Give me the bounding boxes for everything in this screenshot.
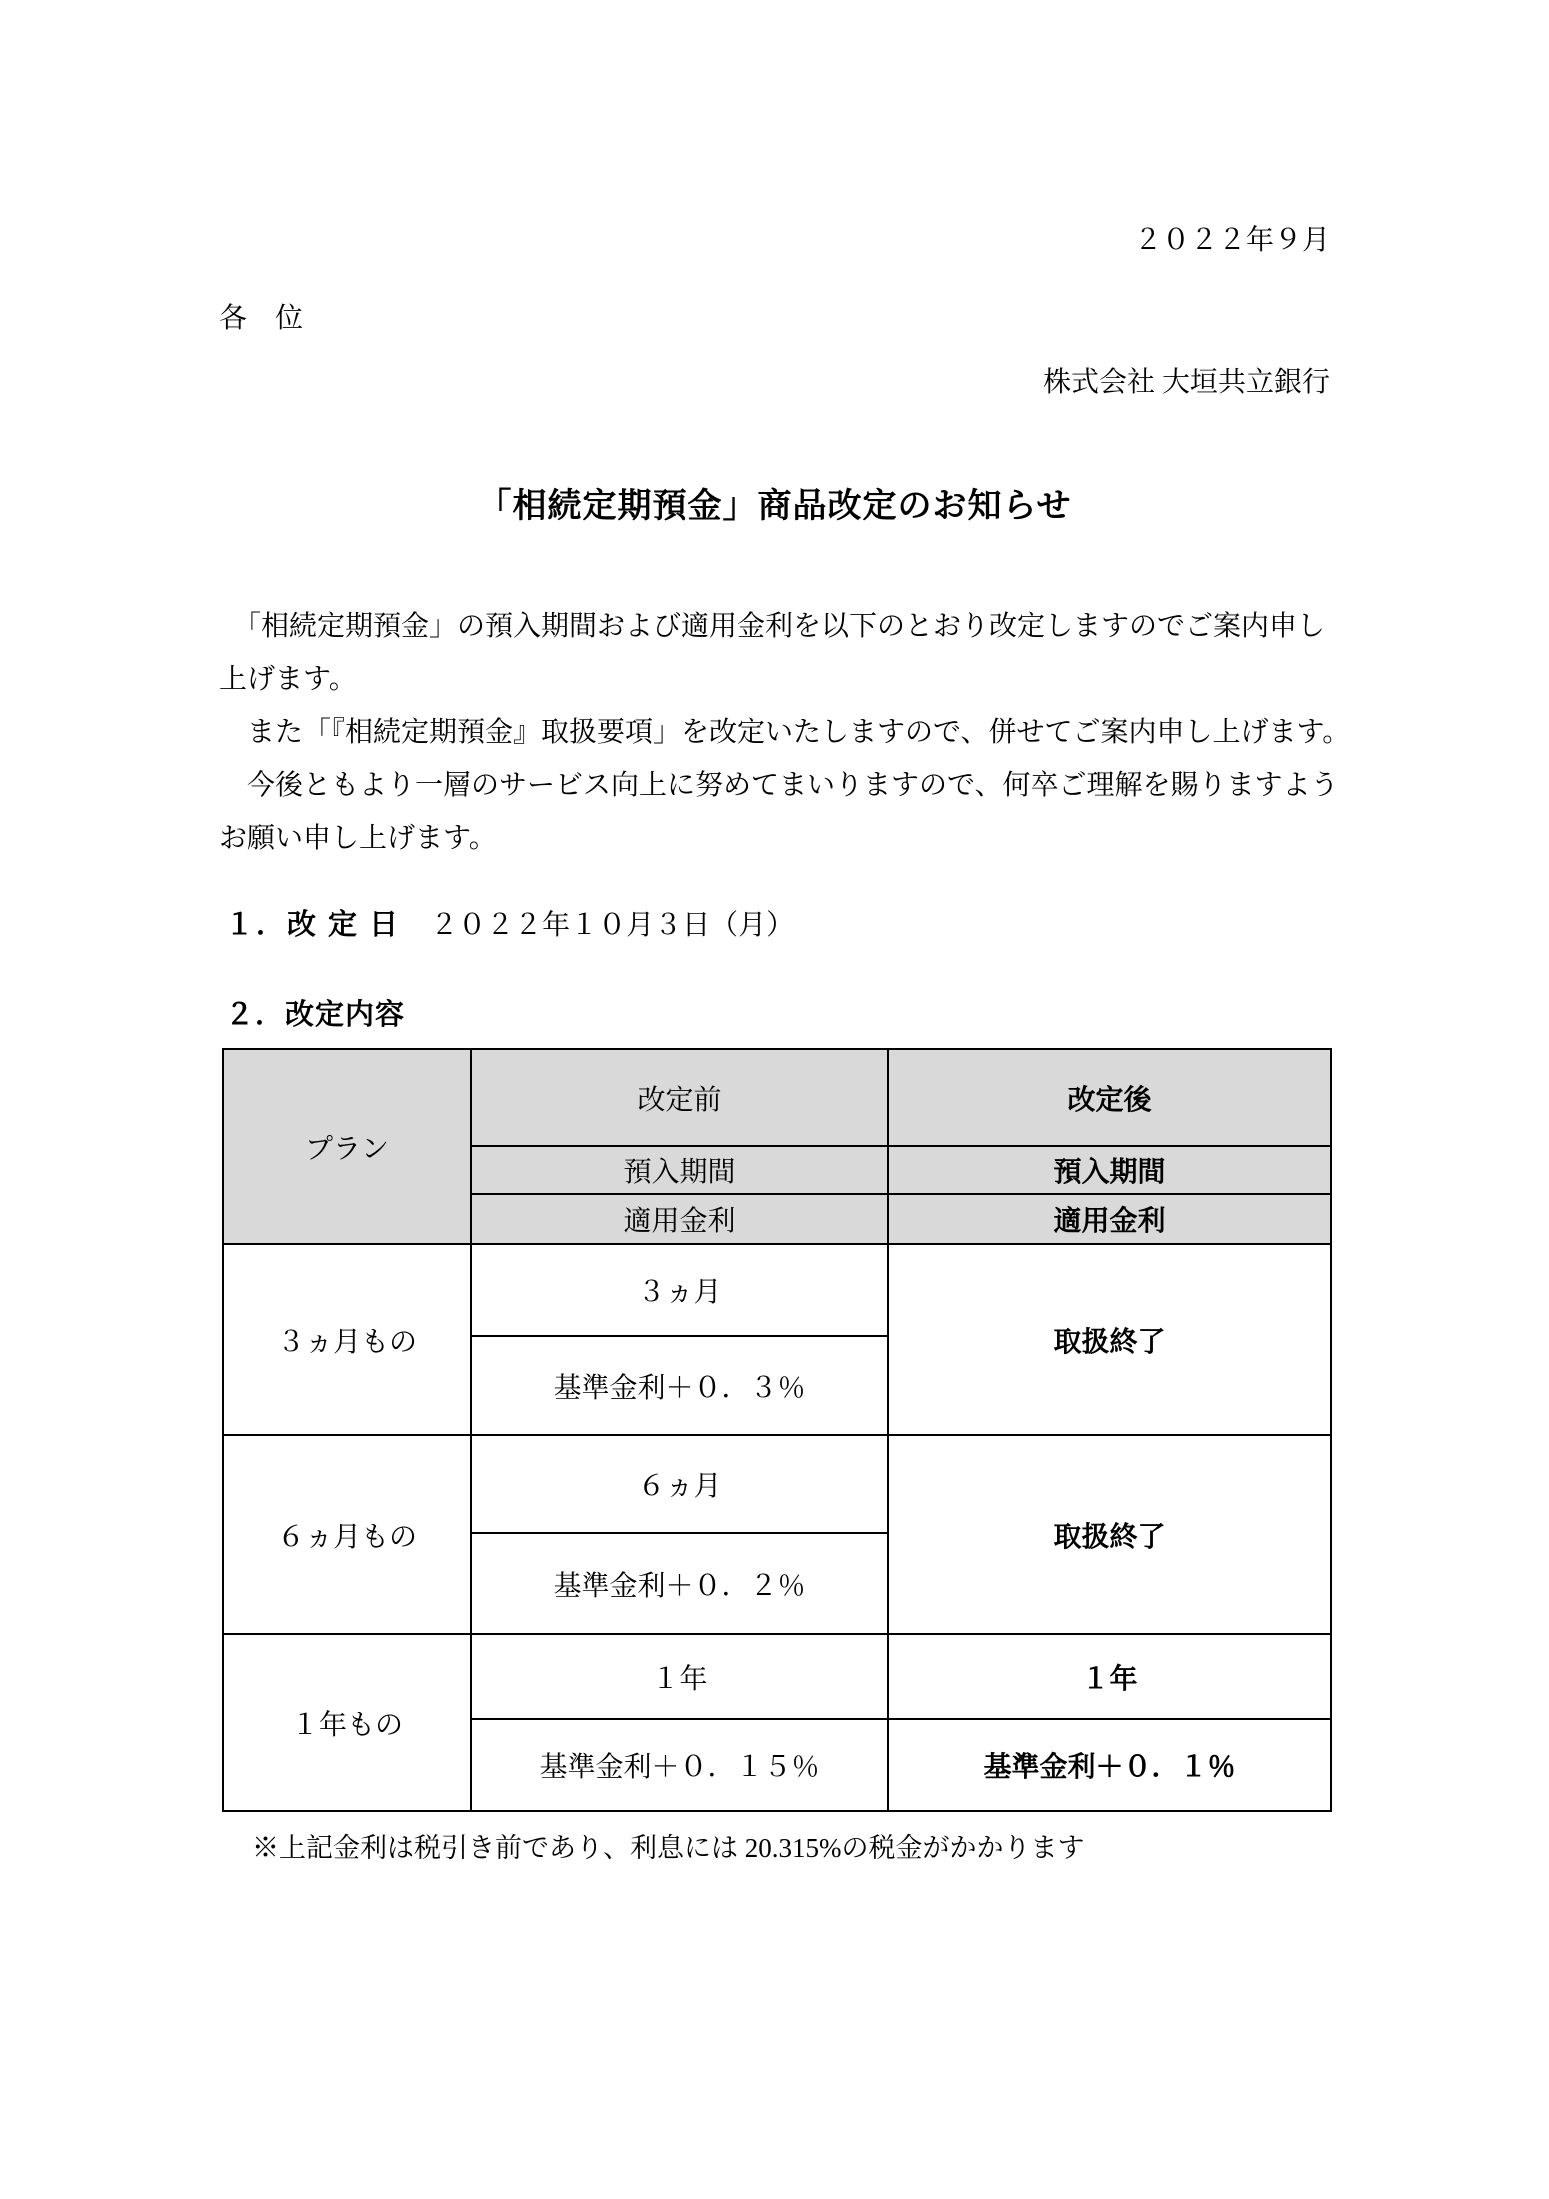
cell-after-6month: 取扱終了 xyxy=(888,1435,1331,1634)
section-revision-date-label: １．改 定 日 xyxy=(225,909,401,941)
cell-before-header: 改定前 xyxy=(471,1049,888,1146)
cell-before-period-1year: １年 xyxy=(471,1634,888,1719)
row-6month-period xyxy=(223,1435,1331,1533)
date-line: ２０２２年９月 xyxy=(1133,225,1330,256)
recipient-line: 各 位 xyxy=(219,303,304,334)
cell-before-period-6month: ６ヵ月 xyxy=(471,1435,888,1533)
cell-plan-6month: ６ヵ月もの xyxy=(223,1435,471,1634)
cell-after-header: 改定後 xyxy=(888,1049,1331,1146)
cell-after-rate-header: 適用金利 xyxy=(888,1194,1331,1244)
body-line-3: また「『相続定期預金』取扱要項」を改定いたしますので、併せてご案内申し上げます。 xyxy=(219,717,1351,748)
section-revision-date-value: ２０２２年１０月３日（月） xyxy=(430,910,795,941)
header-row-main xyxy=(223,1049,1331,1146)
footnote: ※上記金利は税引き前であり、利息には 20.315%の税金がかかります xyxy=(252,1833,1085,1863)
body-line-4: 今後ともより一層のサービス向上に努めてまいりますので、何卒ご理解を賜りますよう xyxy=(219,770,1339,801)
section-revision-date xyxy=(225,905,794,945)
section-revision-content-label: ２．改定内容 xyxy=(225,999,406,1031)
row-3month-period xyxy=(223,1244,1331,1336)
revision-table xyxy=(222,1048,1332,1812)
body-line-1: 「相続定期預金」の預入期間および適用金利を以下のとおり改定しますのでご案内申し xyxy=(219,611,1326,642)
row-1year-period xyxy=(223,1634,1331,1719)
cell-after-period-header: 預入期間 xyxy=(888,1146,1331,1194)
cell-plan-3month: ３ヵ月もの xyxy=(223,1244,471,1435)
cell-before-period-header: 預入期間 xyxy=(471,1146,888,1194)
body-paragraphs xyxy=(219,600,1351,865)
cell-before-rate-1year: 基準金利＋０．１５％ xyxy=(471,1719,888,1811)
cell-after-period-1year: １年 xyxy=(888,1634,1331,1719)
body-line-2: 上げます。 xyxy=(219,664,357,695)
cell-plan-1year: １年もの xyxy=(223,1634,471,1811)
cell-before-rate-6month: 基準金利＋０．２％ xyxy=(471,1533,888,1634)
body-line-5: お願い申し上げます。 xyxy=(219,823,497,854)
company-line: 株式会社 大垣共立銀行 xyxy=(1042,367,1330,398)
cell-after-3month: 取扱終了 xyxy=(888,1244,1331,1435)
document-title: 「相続定期預金」商品改定のお知らせ xyxy=(477,487,1072,525)
cell-before-rate-header: 適用金利 xyxy=(471,1194,888,1244)
section-revision-content xyxy=(225,995,405,1035)
cell-plan-header: プラン xyxy=(223,1049,471,1244)
cell-before-period-3month: ３ヵ月 xyxy=(471,1244,888,1336)
cell-before-rate-3month: 基準金利＋０．３％ xyxy=(471,1336,888,1435)
cell-after-rate-1year: 基準金利＋０．１％ xyxy=(888,1719,1331,1811)
